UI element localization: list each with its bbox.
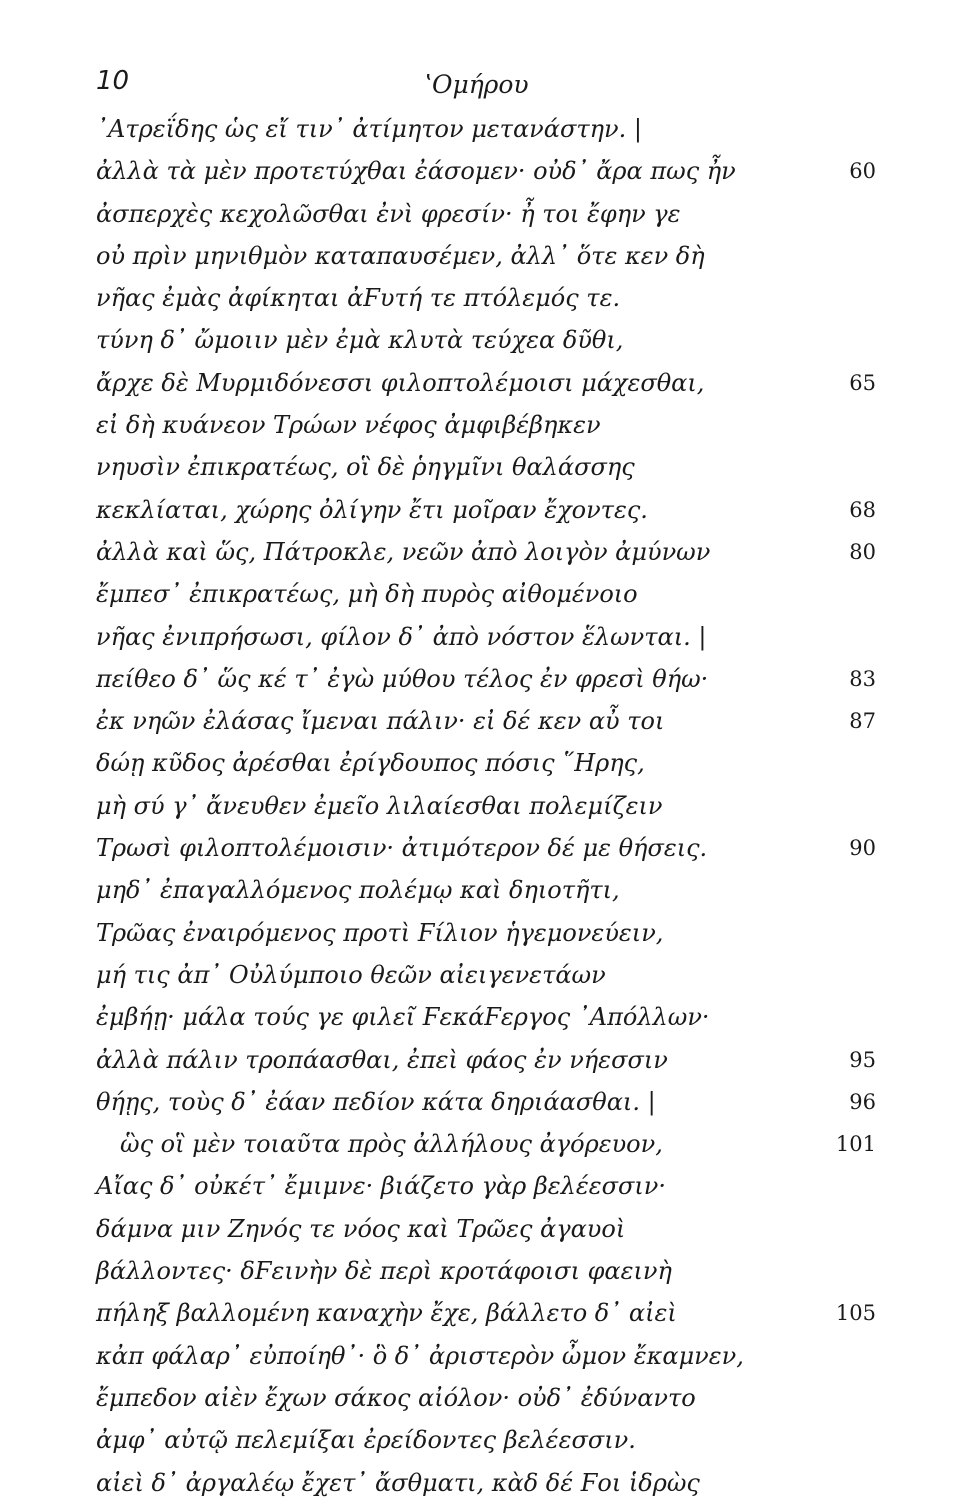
verse-line [96,235,876,277]
verse-text: πείθεο δ᾽ ὥς κέ τ᾽ ἐγὼ μύθου τέλος ἐν φρεσὶ θήω· [96,664,709,693]
line-number: 80 [849,539,876,564]
page-number: 10 [96,66,130,96]
verse-text: βάλλοντες· δϜεινὴν δὲ περὶ κροτάφοισι φαεινὴ [96,1257,672,1286]
verse-text: ἀμφ᾽ αὐτῷ πελεμίξαι ἐρείδοντες βελέεσσιν. [96,1426,636,1455]
verse-text: Τρῶας ἐναιρόμενος προτὶ Ϝίλιον ἡγεμονεύειν, [96,918,664,947]
verse-line [96,531,876,573]
verse-line [96,489,876,531]
verse-line [96,362,876,404]
verse-line [96,827,876,869]
verse-line [96,700,876,742]
verse-text: κἀπ φάλαρ᾽ εὐποίηθ᾽· ὃ δ᾽ ἀριστερὸν ὦμον ἔκαμνεν, [96,1341,744,1370]
verse-line [96,1039,876,1081]
line-number: 105 [835,1301,876,1326]
line-number: 68 [849,497,876,522]
verse-line [96,996,876,1038]
line-number: 101 [835,1132,876,1157]
line-number: 95 [849,1047,876,1072]
verse-line [96,108,876,150]
line-number: 90 [849,836,876,861]
verse-line [96,1123,876,1165]
verse-line [96,1165,876,1207]
verse-text: νῆας ἐμὰς ἀφίκηται ἀϜυτή τε πτόλεμός τε. [96,284,621,313]
verse-text: ᾽Ατρεΐδης ὡς εἴ τιν᾽ ἀτίμητον μετανάστην. | [96,115,642,143]
verse-lines [96,108,876,1504]
verse-text: ἀλλὰ καὶ ὥς, Πάτροκλε, νεῶν ἀπὸ λοιγὸν ἀμύνων [96,537,711,566]
verse-line [96,869,876,911]
verse-text: πήληξ βαλλομένη καναχὴν ἔχε, βάλλετο δ᾽ αἰεὶ [96,1299,677,1328]
verse-line [96,912,876,954]
verse-text: δώῃ κῦδος ἀρέσθαι ἐρίγδουπος πόσις ῞Ηρης, [96,749,645,778]
verse-text: αἰεὶ δ᾽ ἀργαλέῳ ἔχετ᾽ ἄσθματι, κὰδ δέ Ϝοι ἱδρὼς [96,1468,700,1497]
verse-text: ἄρχε δὲ Μυρμιδόνεσσι φιλοπτολέμοισι μάχεσθαι, [96,368,705,397]
verse-text: δάμνα μιν Ζηνός τε νόος καὶ Τρῶες ἀγαυοὶ [96,1214,626,1243]
verse-text: μηδ᾽ ἐπαγαλλόμενος πολέμῳ καὶ δηιοτῆτι, [96,876,620,905]
verse-text: ἀσπερχὲς κεχολῶσθαι ἐνὶ φρεσίν· ἦ τοι ἔφην γε [96,199,681,228]
verse-line [96,1081,876,1123]
verse-text: μὴ σύ γ᾽ ἄνευθεν ἐμεῖο λιλαίεσθαι πολεμίζειν [96,791,663,820]
verse-text: εἰ δὴ κυάνεον Τρώων νέφος ἀμφιβέβηκεν [96,411,601,440]
verse-text: ἔμπεσ᾽ ἐπικρατέως, μὴ δὴ πυρὸς αἰθομένοιο [96,580,638,609]
verse-text: νηυσὶν ἐπικρατέως, οἳ δὲ ῥηγμῖνι θαλάσσης [96,453,635,482]
verse-text: τύνη δ᾽ ὤμοιιν μὲν ἐμὰ κλυτὰ τεύχεα δῦθι, [96,326,624,355]
verse-line [96,193,876,235]
verse-line [96,1419,876,1461]
verse-line [96,1462,876,1504]
verse-text: ἔμπεδον αἰὲν ἔχων σάκος αἰόλον· οὐδ᾽ ἐδύναντο [96,1383,696,1412]
verse-text: Τρωσὶ φιλοπτολέμοισιν· ἀτιμότερον δέ με θήσεις. [96,834,708,863]
line-number: 87 [849,709,876,734]
verse-line [96,150,876,192]
verse-text: νῆας ἐνιπρήσωσι, φίλον δ᾽ ἀπὸ νόστον ἕλωνται. | [96,622,707,651]
verse-line [96,277,876,319]
verse-line [96,954,876,996]
verse-line [96,319,876,361]
line-number: 83 [849,666,876,691]
verse-line [96,573,876,615]
verse-line [96,1208,876,1250]
verse-line [96,658,876,700]
verse-line [96,616,876,658]
verse-text: κεκλίαται, χώρης ὀλίγην ἔτι μοῖραν ἔχοντες. [96,495,648,524]
verse-line [96,785,876,827]
verse-line [96,446,876,488]
verse-text: οὐ πρὶν μηνιθμὸν καταπαυσέμεν, ἀλλ᾽ ὅτε κεν δὴ [96,241,705,270]
verse-text: ἀλλὰ τὰ μὲν προτετύχθαι ἐάσομεν· οὐδ᾽ ἄρα πως ἦν [96,157,736,186]
running-head: ʽΟμήρου [424,70,529,99]
verse-text: ὣς οἳ μὲν τοιαῦτα πρὸς ἀλλήλους ἀγόρευον, [120,1130,663,1159]
verse-line [96,1377,876,1419]
verse-text: θήῃς, τοὺς δ᾽ ἐάαν πεδίον κάτα δηριάασθαι. | [96,1087,656,1116]
verse-line [96,1292,876,1334]
verse-line [96,1335,876,1377]
verse-line [96,1250,876,1292]
line-number: 60 [849,159,876,184]
verse-text: ἐκ νηῶν ἐλάσας ἴμεναι πάλιν· εἰ δέ κεν αὖ τοι [96,707,665,736]
verse-line [96,404,876,446]
line-number: 96 [849,1089,876,1114]
line-number: 65 [849,370,876,395]
verse-text: ἀλλὰ πάλιν τροπάασθαι, ἐπεὶ φάος ἐν νήεσσιν [96,1045,668,1074]
verse-line [96,742,876,784]
verse-text: Αἴας δ᾽ οὐκέτ᾽ ἔμιμνε· βιάζετο γὰρ βελέεσσιν· [96,1172,667,1201]
verse-text: μή τις ἀπ᾽ Οὐλύμποιο θεῶν αἰειγενετάων [96,960,606,989]
verse-text: ἐμβήῃ· μάλα τούς γε φιλεῖ ϜεκάϜεργος ᾽Απόλλων· [96,1003,710,1032]
